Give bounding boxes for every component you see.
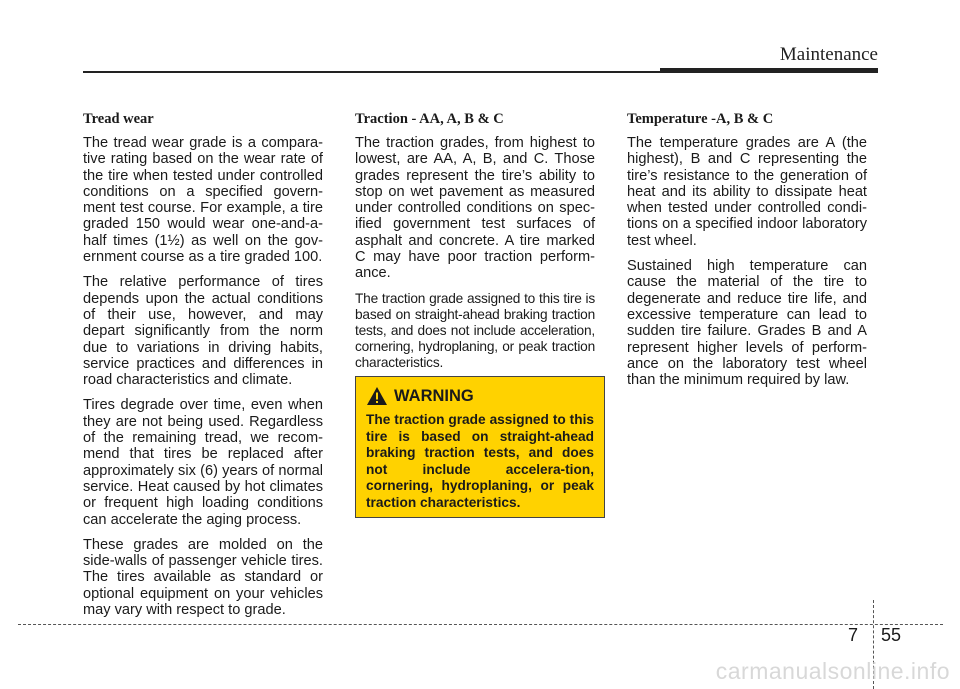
warning-text: The traction grade assigned to this tire is based on straight-ahead braking traction tests, and does not include accelera-tion, cornering, hydroplaning, or peak traction characteristics. bbox=[366, 412, 594, 510]
tread-wear-paragraph: The relative performance of tires depends upon the actual conditions of their use, however, and may depart significantly from the norm due to variations in driving habits, service practices and differences in road characteristics and climate. bbox=[83, 274, 323, 389]
tread-wear-paragraph: The tread wear grade is a compara-tive rating based on the wear rate of the tire when tested under controlled conditions on a specified govern-ment test course. For example, a tire graded 150 would wear one-and-a-half times (1½) as well on the gov-ernment course as a tire graded 100. bbox=[83, 135, 323, 266]
traction-paragraph: The traction grades, from highest to lowest, are AA, A, B, and C. Those grades represent the tire’s ability to stop on wet pavement as measured under controlled conditions on spec-ified government test surfaces of asphalt and concrete. A tire marked C may have poor traction perform-ance. bbox=[355, 135, 595, 282]
warning-box bbox=[355, 376, 605, 518]
tread-wear-paragraph: Tires degrade over time, even when they are not being used. Regardless of the remaining tread, we recom-mend that tires be replaced after approximately six (6) years of normal service. Heat caused by hot climates or frequent high loading conditions can accelerate the aging process. bbox=[83, 397, 323, 528]
footer-dashed-rule bbox=[18, 624, 943, 625]
traction-column bbox=[355, 111, 595, 380]
header-rule-thick bbox=[660, 68, 878, 73]
warning-title: WARNING bbox=[394, 386, 474, 405]
warning-header bbox=[366, 386, 594, 406]
tread-wear-paragraph: These grades are molded on the side-walls of passenger vehicle tires. The tires available as standard or optional equipment on your vehicles may vary with respect to grade. bbox=[83, 536, 323, 619]
section-number: 7 bbox=[848, 625, 859, 645]
tread-wear-heading: Tread wear bbox=[83, 111, 154, 127]
temperature-heading: Temperature -A, B & C bbox=[627, 111, 774, 127]
temperature-paragraph: The temperature grades are A (the highest), B and C representing the tire’s resistance to the generation of heat and its ability to dissipate heat when tested under controlled condi-tions on a specified indoor laboratory test wheel. bbox=[627, 135, 867, 249]
tread-wear-column bbox=[83, 111, 323, 627]
page-number: 55 bbox=[881, 625, 902, 645]
header-rule-thin bbox=[83, 71, 663, 73]
traction-paragraph: The traction grade assigned to this tire is based on straight-ahead braking traction tests, and does not include acceleration, cornering, hydroplaning, or peak traction characteristics. bbox=[355, 290, 595, 370]
warning-triangle-icon bbox=[366, 386, 388, 406]
temperature-column bbox=[627, 111, 867, 397]
watermark: carmanualsonline.info bbox=[715, 658, 950, 684]
section-title: Maintenance bbox=[779, 44, 878, 65]
traction-heading: Traction - AA, A, B & C bbox=[355, 111, 504, 127]
temperature-paragraph: Sustained high temperature can cause the material of the tire to degenerate and reduce tire life, and excessive temperature can lead to sudden tire failure. Grades B and A represent higher levels of perform-ance on the laboratory test wheel than the minimum required by law. bbox=[627, 258, 867, 389]
